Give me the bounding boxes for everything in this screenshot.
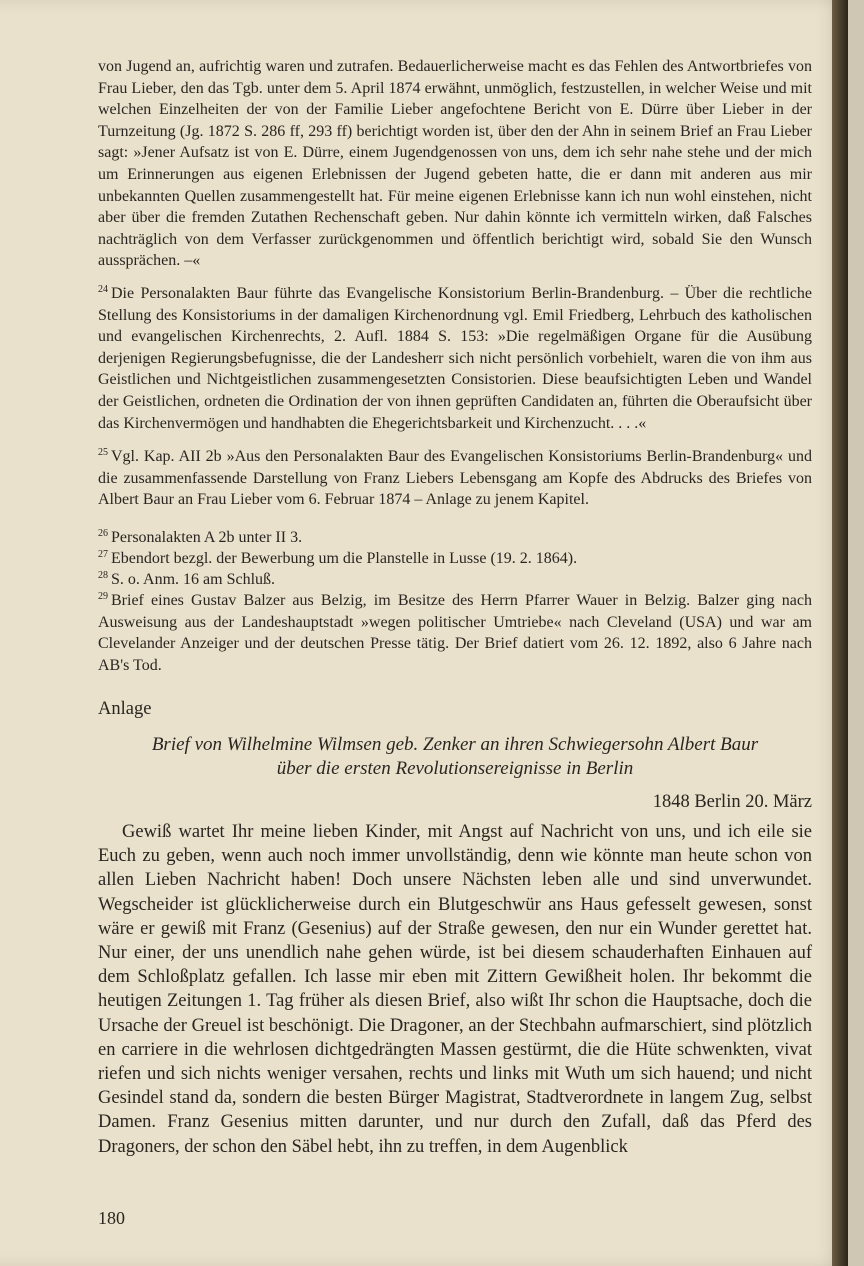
footnote-25 [98, 446, 812, 511]
footnote-number: 28 [98, 569, 108, 581]
footnote-number: 24 [98, 283, 108, 295]
letter-dateline: 1848 Berlin 20. März [652, 792, 812, 812]
footnote-text: Personalakten A 2b unter II 3. [111, 529, 303, 546]
letter-title-line-2: über die ersten Revolutionsereignisse in Berlin [276, 758, 634, 779]
footnote-continued [98, 56, 812, 272]
footnote-text: Ebendort bezgl. der Bewerbung um die Planstelle in Lusse (19. 2. 1864). [111, 550, 578, 567]
footnote-number: 27 [98, 548, 108, 560]
footnote-number: 29 [98, 590, 108, 602]
footnote-24 [98, 283, 812, 434]
footnote-text: S. o. Anm. 16 am Schluß. [111, 571, 276, 588]
book-spine [832, 0, 848, 1266]
footnote-text: Die Personalakten Baur führte das Evangelische Konsistorium Berlin-Brandenburg. – Über die rechtliche Stellung des Konsistoriums in der damaligen Kirchenordnung vgl. Emil Friedberg, Lehrbuch des katholischen und evangelischen Kirchenrechts, 2. Aufl. 1884 S. 153: »Die regelmäßigen Organe für die Ausübung derjenigen Regierungsbefugnisse, die der Landesherr sich nicht persönlich vorbehielt, waren die von ihm aus Geistlichen und Nichtgeistlichen zusammengesetzten Consistorien. Diese beaufsichtigten Leben und Wandel der Geistlichen, ordneten die Ordination der von ihnen geprüften Candidaten an, führten die Oberaufsicht über das Kirchenvermögen und handhabten die Ehegerichtsbarkeit und Kirchenzucht. . . .« [98, 285, 812, 432]
footnote-number: 25 [98, 446, 108, 458]
page-number: 180 [98, 1208, 125, 1228]
letter-title-line-1: Brief von Wilhelmine Wilmsen geb. Zenker an ihren Schwiegersohn Albert Baur [151, 734, 759, 755]
footnote-text: Brief eines Gustav Balzer aus Belzig, im Besitze des Herrn Pfarrer Wauer in Belzig. Balzer ging nach Ausweisung aus der Landeshauptstadt »wegen politischer Umtriebe« nach Cleveland (USA) und war am Clevelander Anzeiger und der deutschen Presse tätig. Der Brief datiert vom 26. 12. 1892, also 6 Jahre nach AB's Tod. [98, 592, 812, 674]
footnote-26 [98, 527, 812, 549]
footnote-number: 26 [98, 527, 108, 539]
footnote-text: Vgl. Kap. AII 2b »Aus den Personalakten Baur des Evangelischen Konsistoriums Berlin-Brandenburg« und die zusammenfassende Darstellung von Franz Liebers Lebensgang am Kopfe des Abdrucks des Briefes von Albert Baur an Frau Lieber vom 6. Februar 1874 – Anlage zu jenem Kapitel. [98, 448, 812, 509]
footnote-text: von Jugend an, aufrichtig waren und zutrafen. Bedauerlicherweise macht es das Fehlen des Antwortbriefes von Frau Lieber, den das Tgb. unter dem 5. April 1874 erwähnt, unmöglich, festzustellen, in welcher Weise und mit welchen Einzelheiten der von der Familie Lieber angefochtene Bericht von E. Dürre über Lieber in der Turnzeitung (Jg. 1872 S. 286 ff, 293 ff) berichtigt worden ist, über den der Ahn in seinem Brief an Frau Lieber sagt: »Jener Aufsatz ist von E. Dürre, einem Jugendgenossen von uns, dem ich sehr nahe stehe und der mich um Erinnerungen aus eigenen Erlebnissen der Jugend gebeten hatte, die er dann mit anderen aus mir unbekannten Quellen zusammengestellt hat. Für meine eigenen Erlebnisse kann ich nun wohl einstehen, nicht aber über die fremden Zutathen Rechenschaft geben. Nur dahin könnte ich vermitteln wirken, daß Falsches nachträglich von dem Verfasser zurückgenommen und öffentlich berichtigt wird, sobald Sie den Wunsch aussprächen. –« [98, 58, 812, 270]
footnote-27 [98, 548, 812, 570]
footnote-28 [98, 569, 812, 591]
section-heading: Anlage [98, 699, 152, 719]
footnote-29 [98, 590, 812, 676]
letter-body: Gewiß wartet Ihr meine lieben Kinder, mit Angst auf Nachricht von uns, und ich eile sie Euch zu geben, wenn auch noch immer unvollständig, denn wie könnte man heute schon von allen Lieben Nachricht haben! Doch unsere Nächsten leben alle und sind unverwundet. Wegscheider ist glücklicherweise durch ein Blutgeschwür ans Haus gefesselt gewesen, sonst wäre er gewiß mit Franz (Gesenius) auf der Straße gewesen, den nur ein Wunder gerettet hat. Nur einer, der uns unendlich nahe gehen würde, ist bei diesem schauderhaften Einhauen auf dem Schloßplatz gefallen. Ich lasse mir eben mit Zittern Gewißheit holen. Ihr bekommt die heutigen Zeitungen 1. Tag früher als diesen Brief, also wißt Ihr schon die Hauptsache, doch die Ursache der Greuel ist beschönigt. Die Dragoner, an der Stechbahn aufmarschiert, sind plötzlich en carriere in die wehrlosen dichtgedrängten Massen gestürmt, die die Hüte schwenkten, vivat riefen und sich nichts weniger versahen, rechts und links mit Wuth um sich hauend; und nicht Gesindel stand da, sondern die besten Bürger Magistrat, Stadtverordnete in langem Zug, selbst Damen. Franz Gesenius mitten darunter, und nur durch den Zufall, daß das Pferd des Dragoners, der schon den Säbel hebt, ihn zu treffen, in dem Augenblick [98, 822, 812, 1157]
